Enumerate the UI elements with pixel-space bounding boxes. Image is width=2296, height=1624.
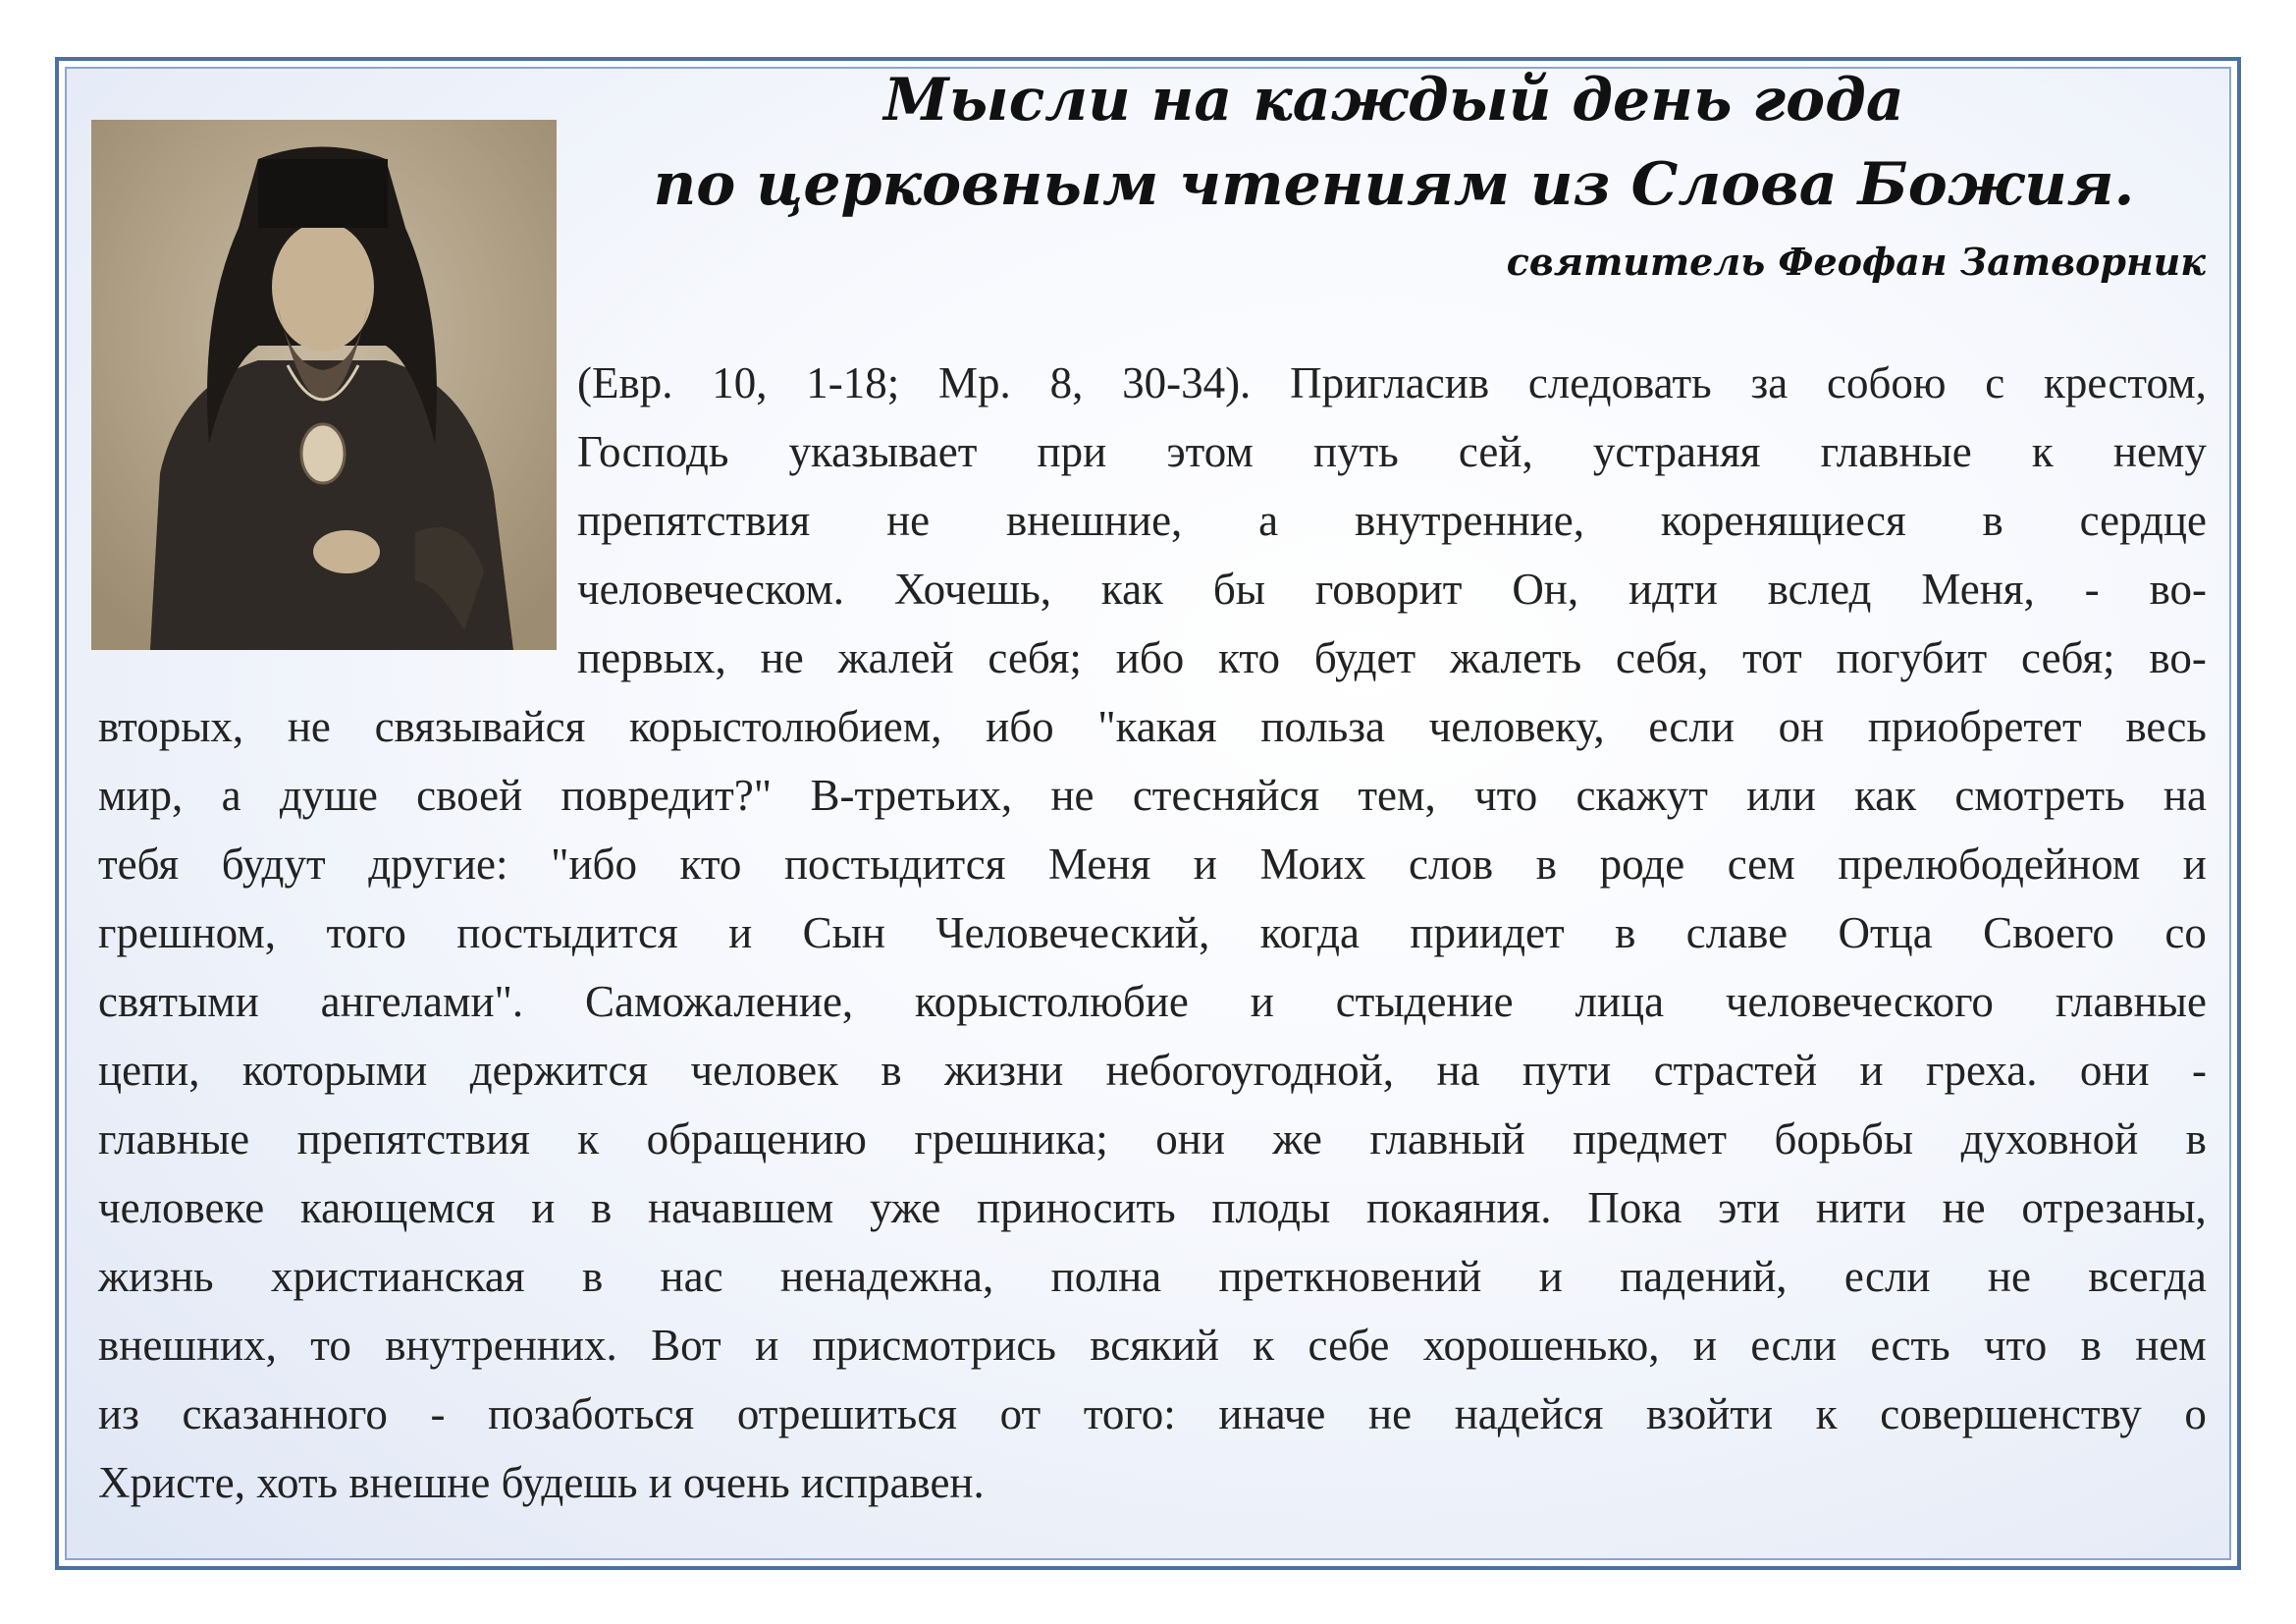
body-line: Господь указывает при этом путь сей, устраняя главные к нему	[577, 427, 2207, 476]
body-line: препятствия не внешние, а внутренние, коренящиеся в сердце	[577, 496, 2207, 545]
body-line: внешних, то внутренних. Вот и присмотрись всякий к себе хорошенько, и если есть что в нем	[98, 1321, 2207, 1370]
body-line: цепи, которыми держится человек в жизни небогоугодной, на пути страстей и греха. они -	[98, 1046, 2207, 1095]
body-line: главные препятствия к обращению грешника; они же главный предмет борьбы духовной в	[98, 1114, 2207, 1164]
body-line: жизнь христианская в нас ненадежна, полна преткновений и падений, если не всегда	[98, 1252, 2207, 1301]
body-line: тебя будут другие: "ибо кто постыдится Меня и Моих слов в роде сем прелюбодейном и	[98, 839, 2207, 889]
author-name: святитель Феофан Затворник	[1506, 240, 2206, 284]
body-line: грешном, того постыдится и Сын Человеческий, когда приидет в славе Отца Своего со	[98, 908, 2207, 957]
title-line-1: Мысли на каждый день года	[883, 66, 1904, 135]
body-line: (Евр. 10, 1-18; Мр. 8, 30-34). Пригласив следовать за собою с крестом,	[577, 358, 2207, 407]
title-line-2: по церковным чтениям из Слова Божия.	[653, 150, 2135, 219]
body-line: вторых, не связывайся корыстолюбием, ибо "какая польза человеку, если он приобретет весь	[98, 702, 2207, 751]
body-line: мир, а душе своей повредит?" В-третьих, не стесняйся тем, что скажут или как смотреть на	[98, 771, 2207, 820]
body-text	[98, 349, 2207, 1517]
body-line: первых, не жалей себя; ибо кто будет жалеть себя, тот погубит себя; во-	[577, 633, 2207, 682]
body-line: человеке кающемся и в начавшем уже приносить плоды покаяния. Пока эти нити не отрезаны,	[98, 1183, 2207, 1232]
body-line: человеческом. Хочешь, как бы говорит Он, идти вслед Меня, - во-	[577, 565, 2207, 614]
body-line: из сказанного - позаботься отрешиться от того: иначе не надейся взойти к совершенству о	[98, 1389, 2207, 1438]
body-line: святыми ангелами". Саможаление, корыстолюбие и стыдение лица человеческого главные	[98, 977, 2207, 1026]
body-line: Христе, хоть внешне будешь и очень исправен.	[98, 1458, 985, 1507]
